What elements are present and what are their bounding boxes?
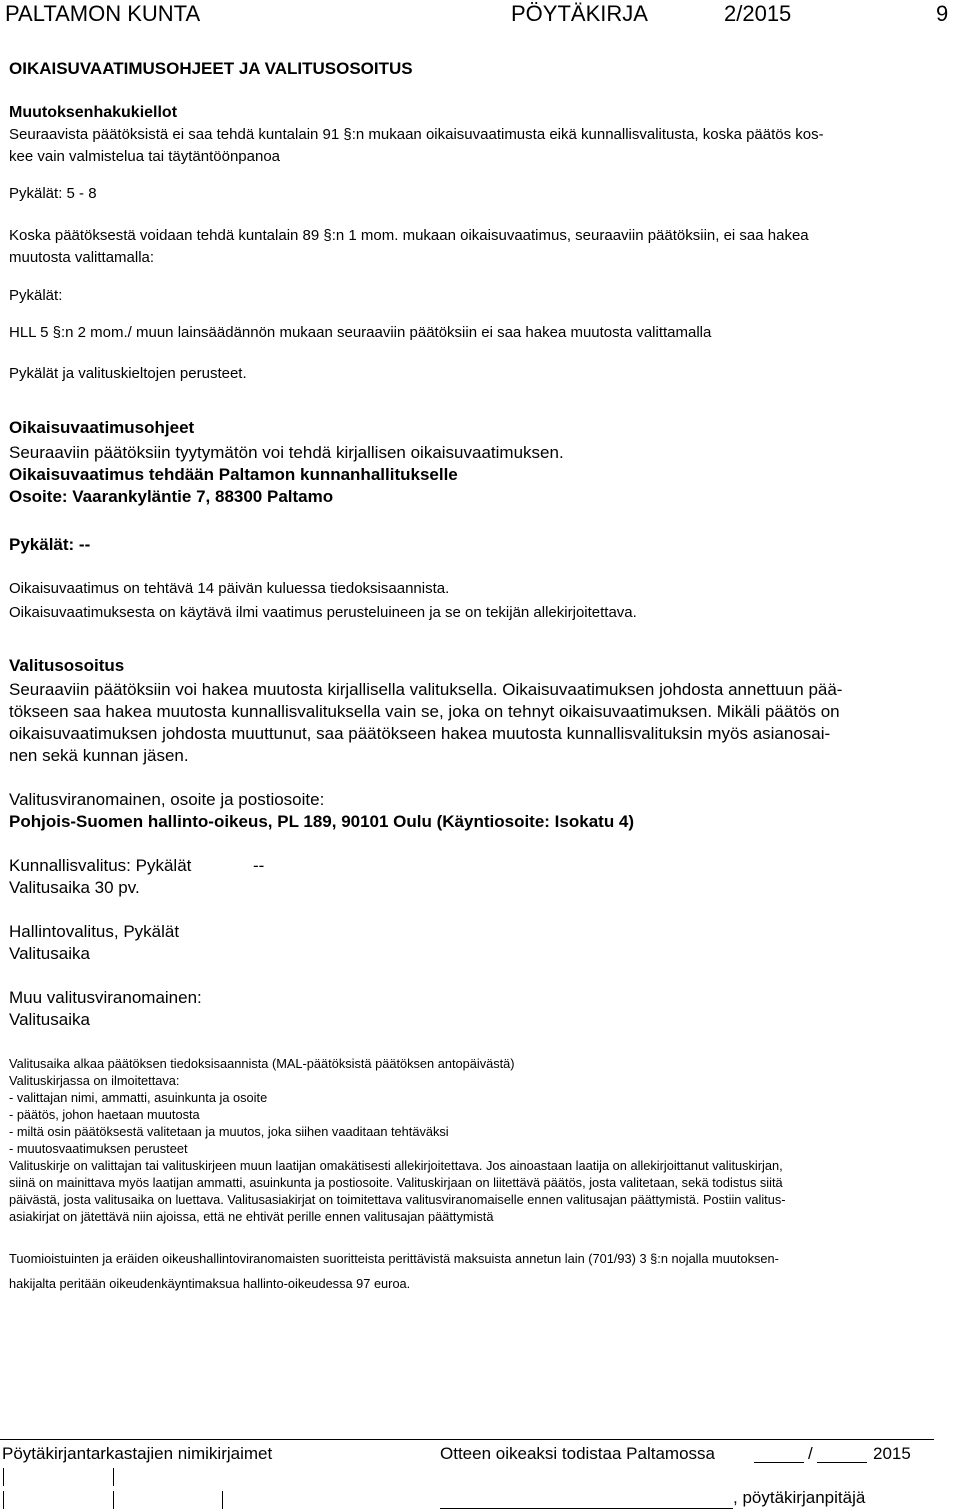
pykalat-perusteet: Pykälät ja valituskieltojen perusteet. bbox=[9, 365, 247, 382]
text-line: muutosta valittamalla: bbox=[9, 249, 155, 266]
oikaisuvaatimus-pykalat: Pykälät: -- bbox=[9, 535, 91, 554]
oikaisuvaatimus-intro: Seuraaviin päätöksiin tyytymätön voi tehdä kirjallisen oikaisuvaatimuksen. bbox=[9, 443, 564, 462]
valitusviranomainen-label: Valitusviranomainen, osoite ja postiosoite: bbox=[9, 790, 325, 809]
footer-divider bbox=[0, 1439, 934, 1440]
fine-print bbox=[9, 1055, 786, 1225]
hallintovalitus-label: Hallintovalitus, Pykälät bbox=[9, 922, 180, 941]
initials-separator bbox=[113, 1468, 114, 1486]
section-heading-oikaisuvaatimusohjeet: Oikaisuvaatimusohjeet bbox=[9, 418, 195, 437]
footer-initials-label: Pöytäkirjantarkastajien nimikirjaimet bbox=[2, 1444, 273, 1463]
section-heading-muutoksenhakukiellot: Muutoksenhakukiellot bbox=[9, 104, 178, 121]
day-blank bbox=[754, 1462, 804, 1463]
initials-separator bbox=[113, 1491, 114, 1509]
initials-separator bbox=[222, 1491, 223, 1509]
fine-print-line: Valituskirjassa on ilmoitettava: bbox=[9, 1073, 180, 1088]
oikaisuvaatimus-signature-note: Oikaisuvaatimuksesta on käytävä ilmi vaatimus perusteluineen ja se on tekijän allekirjoitettava. bbox=[9, 604, 637, 621]
kunnallisvalitus-value: -- bbox=[253, 856, 265, 875]
text-line: Seuraaviin päätöksiin voi hakea muutosta kirjallisella valituksella. Oikaisuvaatimuksen johdosta annettuun pää- bbox=[9, 680, 843, 699]
muu-valitusviranomainen-label: Muu valitusviranomainen: bbox=[9, 988, 202, 1007]
footer-certify-label: Otteen oikeaksi todistaa Paltamossa bbox=[440, 1444, 715, 1463]
text-line: Koska päätöksestä voidaan tehdä kuntalain 89 §:n 1 mom. mukaan oikaisuvaatimus, seuraaviin päätöksiin, ei saa hakea bbox=[9, 227, 809, 244]
document-number: 2/2015 bbox=[724, 1, 792, 26]
initials-separator bbox=[3, 1491, 4, 1509]
document-type: PÖYTÄKIRJA bbox=[511, 1, 648, 26]
oikaisuvaatimus-authority: Oikaisuvaatimus tehdään Paltamon kunnanhallitukselle bbox=[9, 465, 458, 484]
fine-print-line: Valitusaika alkaa päätöksen tiedoksisaannista (MAL-päätöksistä päätöksen antopäivästä) bbox=[9, 1056, 515, 1071]
section-heading-valitusosoitus: Valitusosoitus bbox=[9, 656, 125, 675]
text-line: Seuraavista päätöksistä ei saa tehdä kuntalain 91 §:n mukaan oikaisuvaatimusta eikä kunnallisvalitusta, koska päätös kos- bbox=[9, 126, 824, 143]
text-line: tökseen saa hakea muutosta kunnallisvalituksella vain se, joka on tehnyt oikaisuvaatimuksen. Mikäli päätös on bbox=[9, 702, 840, 721]
initials-separator bbox=[3, 1468, 4, 1486]
page-number: 9 bbox=[936, 1, 949, 26]
signature-blank bbox=[440, 1508, 733, 1509]
pykalat-empty: Pykälät: bbox=[9, 287, 63, 304]
fine-print-line: siinä on mainittava myös laatijan ammatti, asuinkunta ja postiosoite. Valituskirjaan on liitettävä päätös, josta valitetaan, sekä todistus siitä bbox=[9, 1175, 783, 1190]
fine-print-line: - valittajan nimi, ammatti, asuinkunta ja osoite bbox=[9, 1090, 268, 1105]
month-blank bbox=[817, 1462, 867, 1463]
fine-print-line: - päätös, johon haetaan muutosta bbox=[9, 1107, 200, 1122]
oikaisuvaatimus-deadline: Oikaisuvaatimus on tehtävä 14 päivän kuluessa tiedoksisaannista. bbox=[9, 580, 450, 597]
text-line: kee vain valmistelua tai täytäntöönpanoa bbox=[9, 148, 281, 165]
fine-print-line: päivästä, josta valitusaika on luettava. Valitusasiakirjat on toimitettava valitusviranomaiselle ennen valitusajan päättymistä. Postiin valitus- bbox=[9, 1192, 786, 1207]
text-line: oikaisuvaatimuksen johdosta muuttunut, saa päätökseen hakea muutosta kunnallisvalituksin myös asianosai- bbox=[9, 724, 831, 743]
fee-line-2: hakijalta peritään oikeudenkäyntimaksua hallinto-oikeudessa 97 euroa. bbox=[9, 1276, 411, 1291]
oikaisuvaatimus-address: Osoite: Vaarankyläntie 7, 88300 Paltamo bbox=[9, 487, 334, 506]
kuntalaki-89-text bbox=[9, 225, 809, 269]
muu-valitusaika: Valitusaika bbox=[9, 1010, 90, 1029]
municipality-name: PALTAMON KUNTA bbox=[5, 1, 201, 26]
fine-print-line: - miltä osin päätöksestä valitetaan ja muutos, joka siihen vaaditaan tehtäväksi bbox=[9, 1124, 449, 1139]
valitusaika-30: Valitusaika 30 pv. bbox=[9, 878, 140, 897]
fine-print-line: Valituskirje on valittajan tai valituskirjeen muun laatijan omakätisesti allekirjoitettava. Jos ainoastaan laatija on allekirjoittanut valituskirjan, bbox=[9, 1158, 783, 1173]
fee-line-1: Tuomioistuinten ja eräiden oikeushallintoviranomaisten suoritteista perittävistä maksuista annetun lain (701/93) 3 §:n nojalla muutoksen- bbox=[9, 1251, 779, 1266]
kunnallisvalitus-label: Kunnallisvalitus: Pykälät bbox=[9, 856, 192, 875]
footer-keeper-label: , pöytäkirjanpitäjä bbox=[733, 1488, 866, 1507]
hallintovalitus-valitusaika: Valitusaika bbox=[9, 944, 90, 963]
fine-print-line: - muutosvaatimuksen perusteet bbox=[9, 1141, 188, 1156]
hll-text: HLL 5 §:n 2 mom./ muun lainsäädännön mukaan seuraaviin päätöksiin ei saa hakea muutosta valittamalla bbox=[9, 324, 712, 341]
footer-year: 2015 bbox=[873, 1444, 911, 1463]
text-line: nen sekä kunnan jäsen. bbox=[9, 746, 189, 765]
page-title: OIKAISUVAATIMUSOHJEET JA VALITUSOSOITUS bbox=[9, 59, 413, 78]
muutoksenhakukiellot-text bbox=[9, 124, 824, 168]
pykalat-range: Pykälät: 5 - 8 bbox=[9, 185, 97, 202]
valitusviranomainen-value: Pohjois-Suomen hallinto-oikeus, PL 189, 90101 Oulu (Käyntiosoite: Isokatu 4) bbox=[9, 812, 635, 831]
valitusosoitus-paragraph bbox=[9, 679, 842, 767]
fine-print-line: asiakirjat on jätettävä niin ajoissa, että ne ehtivät perille ennen valitusajan päättymistä bbox=[9, 1209, 494, 1224]
footer-slash: / bbox=[808, 1444, 813, 1463]
